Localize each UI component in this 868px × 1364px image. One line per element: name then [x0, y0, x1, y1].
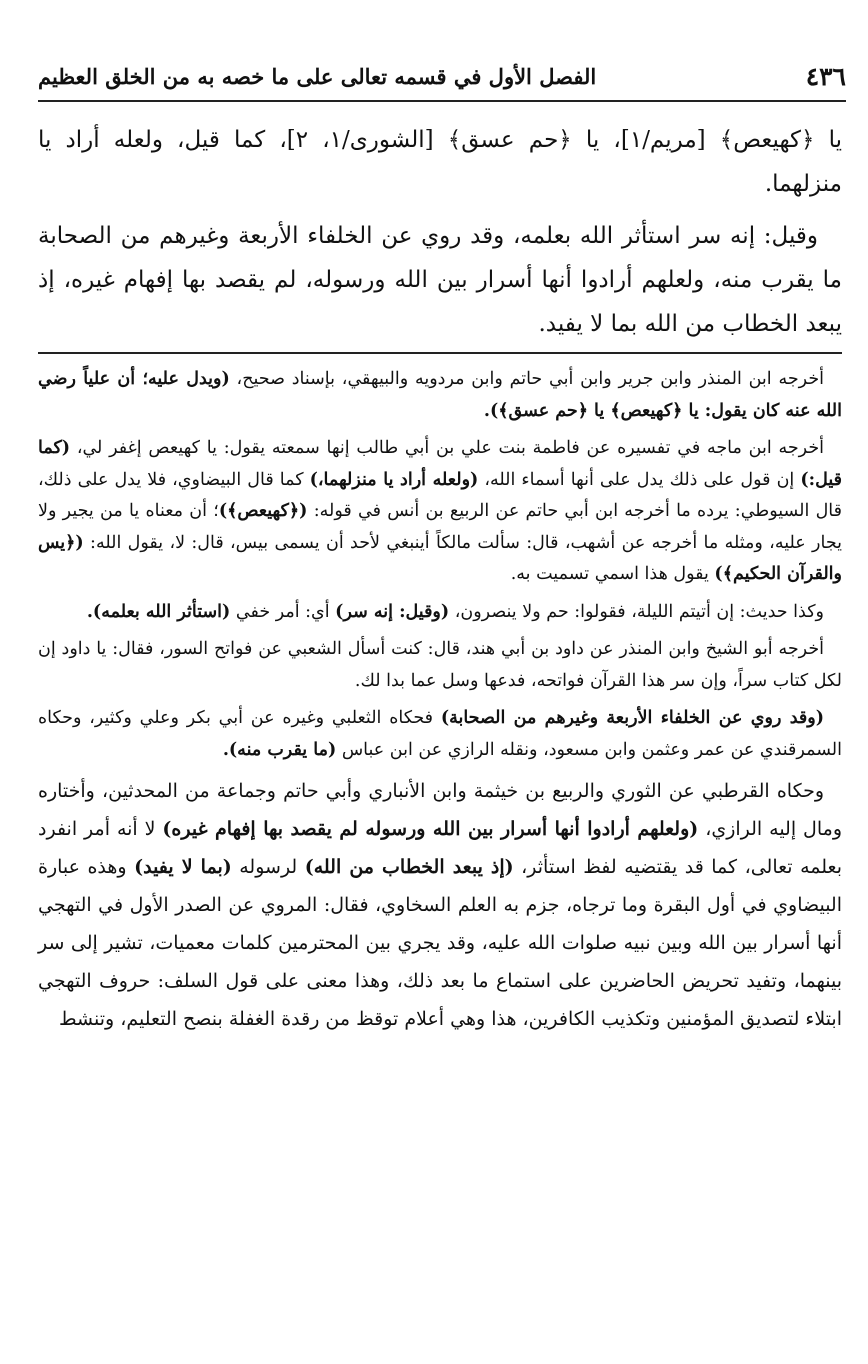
commentary-text: أخرجه ابن المنذر وابن جرير وابن أبي حاتم وابن مردويه والبيهقي، بإسناد صحيح،: [229, 369, 824, 389]
commentary-text: يقول هذا اسمي تسميت به.: [510, 564, 715, 584]
commentary-paragraph: [38, 772, 842, 1038]
quoted-matn: (إذ يبعد الخطاب من الله): [304, 856, 514, 878]
commentary-text: لرسوله: [231, 856, 305, 878]
commentary-text: لا أنه أمر انفرد بعلمه تعالى، كما قد يقتضيه لفظ استأثر،: [38, 818, 842, 878]
commentary-paragraph: [38, 364, 842, 427]
quoted-matn: (وقيل: إنه سر): [335, 601, 450, 622]
quoted-matn: (بما لا يفيد): [134, 856, 232, 878]
quoted-matn: (ويدل عليه؛ أن علياً رضي الله عنه كان يقول: يا ﴿كهيعص﴾ يا ﴿حم عسق﴾).: [38, 369, 842, 421]
quoted-matn: (ولعلهم أرادوا أنها أسرار بين الله ورسوله لم يقصد بها إفهام غيره): [162, 818, 699, 840]
commentary-paragraph: أخرجه أبو الشيخ وابن المنذر عن داود بن أبي هند، قال: كنت أسأل الشعبي عن فواتح السور، فقال: يا داود إن لكل كتاب سراً، وإن سر هذا القرآن فواتحه، فدعها وسل عما بدا لك.: [38, 639, 842, 691]
commentary-paragraph: [38, 597, 842, 629]
header-divider: [38, 100, 846, 102]
commentary-text: وكذا حديث: إن أتيتم الليلة، فقولوا: حم ولا ينصرون،: [449, 601, 824, 622]
page-number: ٤٣٦: [805, 62, 846, 91]
commentary-text: أخرجه ابن ماجه في تفسيره عن فاطمة بنت علي بن أبي طالب إنها سمعته يقول: يا كهيعص إغفر لي،: [70, 438, 824, 458]
commentary-paragraph: [38, 433, 842, 591]
commentary-text: ؛ أن معناه يا من يجير ولا يجار عليه، ومثله ما أخرجه عن أشهب، قال: سألت مالكاً أينبغي لأحد أن يسمى بيس، قال: لا، يقول الله:: [38, 501, 842, 553]
quoted-matn: (ولعله أراد يا منزلهما،): [309, 469, 479, 490]
commentary: [38, 364, 842, 1044]
commentary-text: كما قال البيضاوي، فلا يدل على ذلك، قال السيوطي: يرده ما أخرجه ابن أبي حاتم عن الربيع بن أنس في قوله:: [38, 469, 842, 521]
quoted-matn: (﴿يس والقرآن الحكيم﴾): [38, 532, 842, 584]
footnote-divider: [38, 352, 842, 354]
quoted-matn: (وقد روي عن الخلفاء الأربعة وغيرهم من الصحابة): [440, 708, 824, 728]
quoted-matn: (استأثر الله بعلمه).: [86, 601, 231, 622]
commentary-text: إن قول على ذلك يدل على أنها أسماء الله،: [478, 469, 801, 490]
commentary-text: فحكاه الثعلبي وغيره عن أبي بكر وعلي وكثير، وحكاه السمرقندي عن عمر وعثمن وابن مسعود، ونقله الرازي عن ابن عباس: [38, 708, 842, 760]
quoted-matn: (كما قيل:): [38, 438, 842, 490]
main-paragraph: يا ﴿كهيعص﴾ [مريم/١]، يا ﴿حم عسق﴾ [الشورى/١، ٢]، كما قيل، ولعله أراد يا منزلهما.: [38, 127, 842, 197]
quoted-matn: (﴿كهيعص﴾): [218, 501, 308, 521]
commentary-text: وهذه عبارة البيضاوي في أول البقرة وما ترجاه، جزم به العلم السخاوي، فقال: المروي عن الصدر الأول في التهجي أنها أسرار بين الله وبين نبيه صلوات الله عليه، وقد يجري بين المحترمين كلمات معميات، تشير إلى سر بينهما، وتفيد تحريض الحاضرين على استماع ما بعد ذلك، وهذا معنى على قول السلف: حروف التهجي ابتلاء لتصديق المؤمنين وتكذيب الكافرين، هذا وهي أعلام توقظ من رقدة الغفلة بنصح التعليم، وتنشط: [38, 856, 842, 1030]
page-header: [38, 58, 846, 100]
commentary-paragraph: [38, 703, 842, 766]
main-paragraph: وقيل: إنه سر استأثر الله بعلمه، وقد روي عن الخلفاء الأربعة وغيرهم من الصحابة ما يقرب منه، ولعلهم أرادوا أنها أسرار بين الله ورسوله، لم يقصد بها إفهام غيره، إذ يبعد الخطاب من الله بما لا يفيد.: [38, 223, 842, 337]
commentary-text: وحكاه القرطبي عن الثوري والربيع بن خيثمة وابن الأنباري وأبي حاتم وجماعة من المحدثين، وأختاره ومال إليه الرازي،: [38, 780, 843, 840]
running-title: الفصل الأول في قسمه تعالى على ما خصه به من الخلق العظيم: [38, 64, 597, 89]
commentary-text: أي: أمر خفي: [230, 601, 336, 622]
main-text: [38, 118, 842, 354]
quoted-matn: (ما يقرب منه).: [222, 739, 337, 760]
